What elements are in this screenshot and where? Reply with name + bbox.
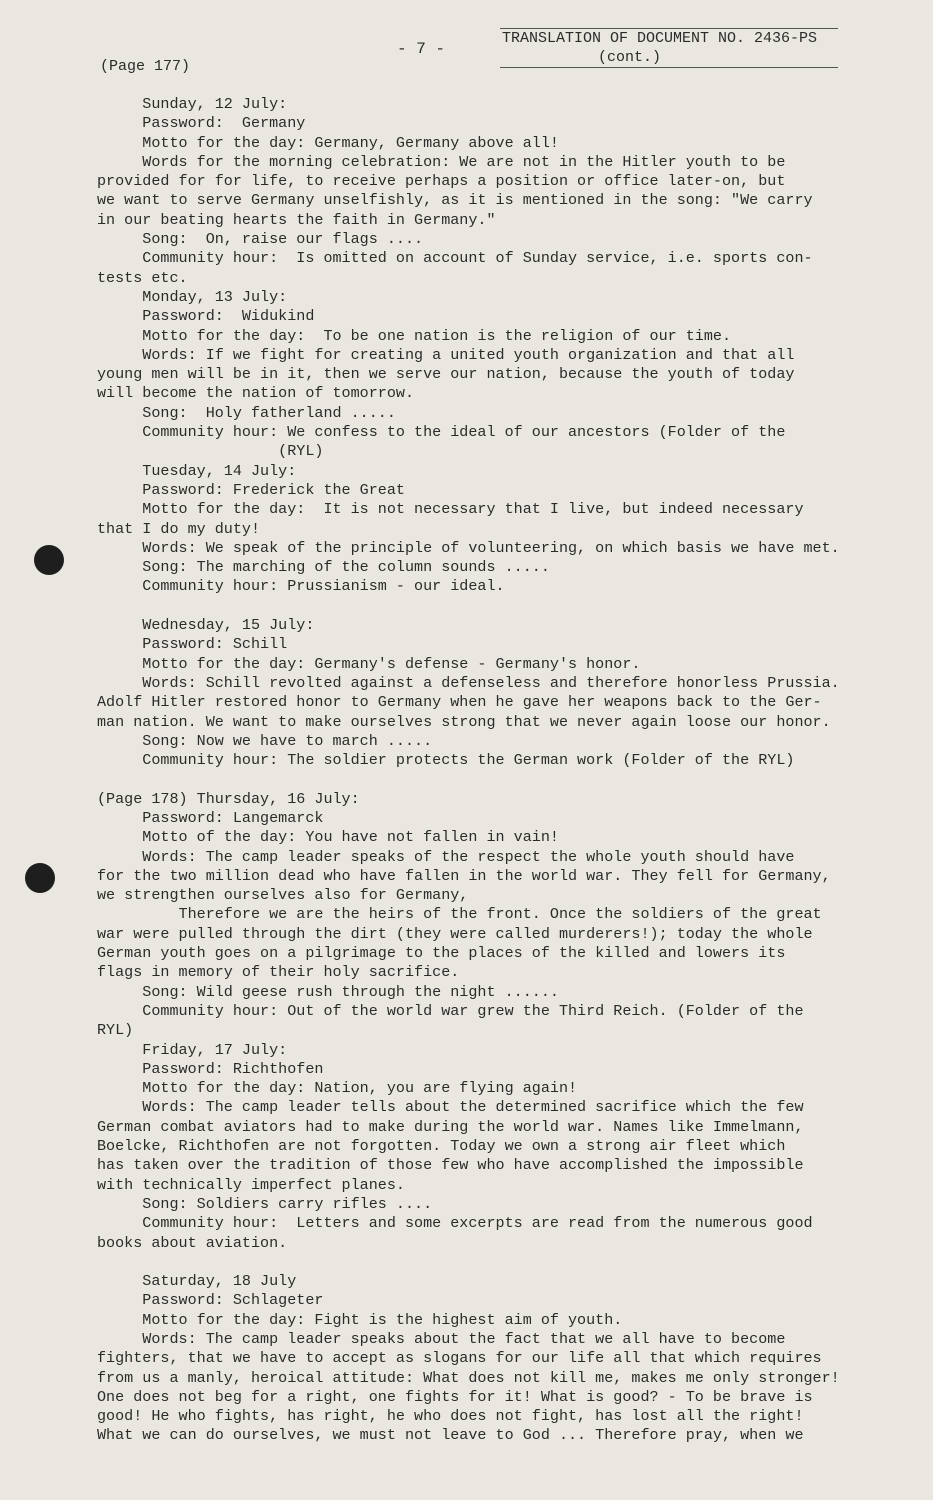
- document-title: TRANSLATION OF DOCUMENT NO. 2436-PS: [502, 30, 818, 47]
- text-line: Community hour: Out of the world war grew the Third Reich. (Folder of the: [97, 1001, 804, 1020]
- text-line: Song: The marching of the column sounds .....: [97, 558, 550, 577]
- text-line: Therefore we are the heirs of the front. Once the soldiers of the great: [97, 905, 822, 924]
- text-line: man nation. We want to make ourselves strong that we never again loose our honor.: [97, 712, 831, 731]
- text-line: Password: Richthofen: [97, 1059, 324, 1078]
- text-line: Motto for the day: Nation, you are flying again!: [97, 1079, 578, 1098]
- text-line: Song: On, raise our flags ....: [97, 230, 424, 249]
- text-line: Words: The camp leader speaks of the respect the whole youth should have: [97, 847, 795, 866]
- page-reference: (Page 177): [100, 58, 191, 75]
- text-line: German combat aviators had to make during the world war. Names like Immelmann,: [97, 1117, 804, 1136]
- text-line: Password: Germany: [97, 114, 306, 133]
- text-line: tests etc.: [97, 268, 188, 287]
- text-line: Song: Now we have to march .....: [97, 731, 433, 750]
- text-line: Community hour: The soldier protects the German work (Folder of the RYL): [97, 751, 795, 770]
- text-line: Words: The camp leader tells about the determined sacrifice which the few: [97, 1098, 804, 1117]
- text-line: Sunday, 12 July:: [97, 95, 288, 113]
- text-line: we want to serve Germany unselfishly, as it is mentioned in the song: "We carry: [97, 191, 813, 210]
- text-line: [97, 1253, 897, 1272]
- text-line: Tuesday, 14 July:: [97, 461, 297, 480]
- text-line: Adolf Hitler restored honor to Germany when he gave her weapons back to the Ger-: [97, 693, 822, 712]
- text-line: (Page 178) Thursday, 16 July:: [97, 789, 360, 808]
- text-line: Community hour: Is omitted on account of Sunday service, i.e. sports con-: [97, 249, 813, 268]
- document-body: [97, 95, 897, 1446]
- text-line: fighters, that we have to accept as slogans for our life all that which requires: [97, 1349, 822, 1368]
- text-line: Words for the morning celebration: We are not in the Hitler youth to be: [97, 152, 786, 171]
- text-line: young men will be in it, then we serve our nation, because the youth of today: [97, 365, 795, 384]
- text-line: Motto of the day: You have not fallen in vain!: [97, 828, 559, 847]
- text-line: will become the nation of tomorrow.: [97, 384, 415, 403]
- text-line: Song: Wild geese rush through the night ......: [97, 982, 559, 1001]
- text-line: Saturday, 18 July: [97, 1272, 297, 1291]
- text-line: [97, 597, 897, 616]
- text-line: Motto for the day: Fight is the highest aim of youth.: [97, 1310, 623, 1329]
- text-line: Motto for the day: Germany's defense - Germany's honor.: [97, 654, 641, 673]
- text-line: in our beating hearts the faith in Germany.": [97, 210, 496, 229]
- text-line: Words: If we fight for creating a united youth organization and that all: [97, 345, 795, 364]
- text-line: Password: Schill: [97, 635, 288, 654]
- text-line: Password: Frederick the Great: [97, 480, 405, 499]
- punch-hole: [25, 863, 55, 893]
- text-line: that I do my duty!: [97, 519, 261, 538]
- text-line: Words: Schill revolted against a defenseless and therefore honorless Prussia.: [97, 673, 840, 692]
- text-line: Password: Widukind: [97, 307, 315, 326]
- text-line: Monday, 13 July:: [97, 287, 288, 306]
- text-line: Words: The camp leader speaks about the fact that we all have to become: [97, 1330, 786, 1348]
- text-line: for the two million dead who have fallen in the world war. They fell for Germany,: [97, 866, 831, 885]
- text-line: Motto for the day: To be one nation is the religion of our time.: [97, 326, 732, 345]
- text-line: What we can do ourselves, we must not leave to God ... Therefore pray, when we: [97, 1426, 804, 1445]
- text-line: (RYL): [97, 442, 324, 461]
- text-line: has taken over the tradition of those few who have accomplished the impossible: [97, 1156, 804, 1175]
- header-rule-top: [500, 28, 838, 29]
- text-line: Boelcke, Richthofen are not forgotten. Today we own a strong air fleet which: [97, 1137, 786, 1156]
- text-line: Song: Holy fatherland .....: [97, 403, 396, 422]
- punch-hole: [34, 545, 64, 575]
- text-line: war were pulled through the dirt (they were called murderers!); today the whole: [97, 924, 813, 943]
- text-line: provided for for life, to receive perhaps a position or office later-on, but: [97, 172, 786, 191]
- text-line: Words: We speak of the principle of volunteering, on which basis we have met.: [97, 538, 840, 557]
- text-line: Community hour: Letters and some excerpts are read from the numerous good: [97, 1214, 813, 1233]
- text-line: books about aviation.: [97, 1233, 288, 1252]
- text-line: from us a manly, heroical attitude: What does not kill me, makes me only stronger!: [97, 1368, 840, 1387]
- text-line: RYL): [97, 1021, 134, 1040]
- text-line: Password: Schlageter: [97, 1291, 324, 1310]
- text-line: Song: Soldiers carry rifles ....: [97, 1194, 433, 1213]
- page-number: - 7 -: [397, 40, 446, 58]
- text-line: Password: Langemarck: [97, 808, 324, 827]
- text-line: Friday, 17 July:: [97, 1040, 288, 1059]
- text-line: Community hour: We confess to the ideal of our ancestors (Folder of the: [97, 423, 786, 442]
- text-line: [97, 770, 897, 789]
- header-rule-bottom: [500, 67, 838, 68]
- text-line: Wednesday, 15 July:: [97, 616, 315, 635]
- text-line: good! He who fights, has right, he who does not fight, has lost all the right!: [97, 1407, 804, 1426]
- text-line: German youth goes on a pilgrimage to the places of the killed and lowers its: [97, 944, 786, 963]
- text-line: we strengthen ourselves also for Germany,: [97, 886, 469, 905]
- text-line: Community hour: Prussianism - our ideal.: [97, 577, 505, 596]
- text-line: One does not beg for a right, one fights for it! What is good? - To be brave is: [97, 1387, 813, 1406]
- text-line: flags in memory of their holy sacrifice.: [97, 963, 460, 982]
- text-line: Motto for the day: It is not necessary that I live, but indeed necessary: [97, 500, 804, 519]
- text-line: Motto for the day: Germany, Germany above all!: [97, 133, 559, 152]
- text-line: with technically imperfect planes.: [97, 1175, 405, 1194]
- continued-label: (cont.): [598, 49, 662, 66]
